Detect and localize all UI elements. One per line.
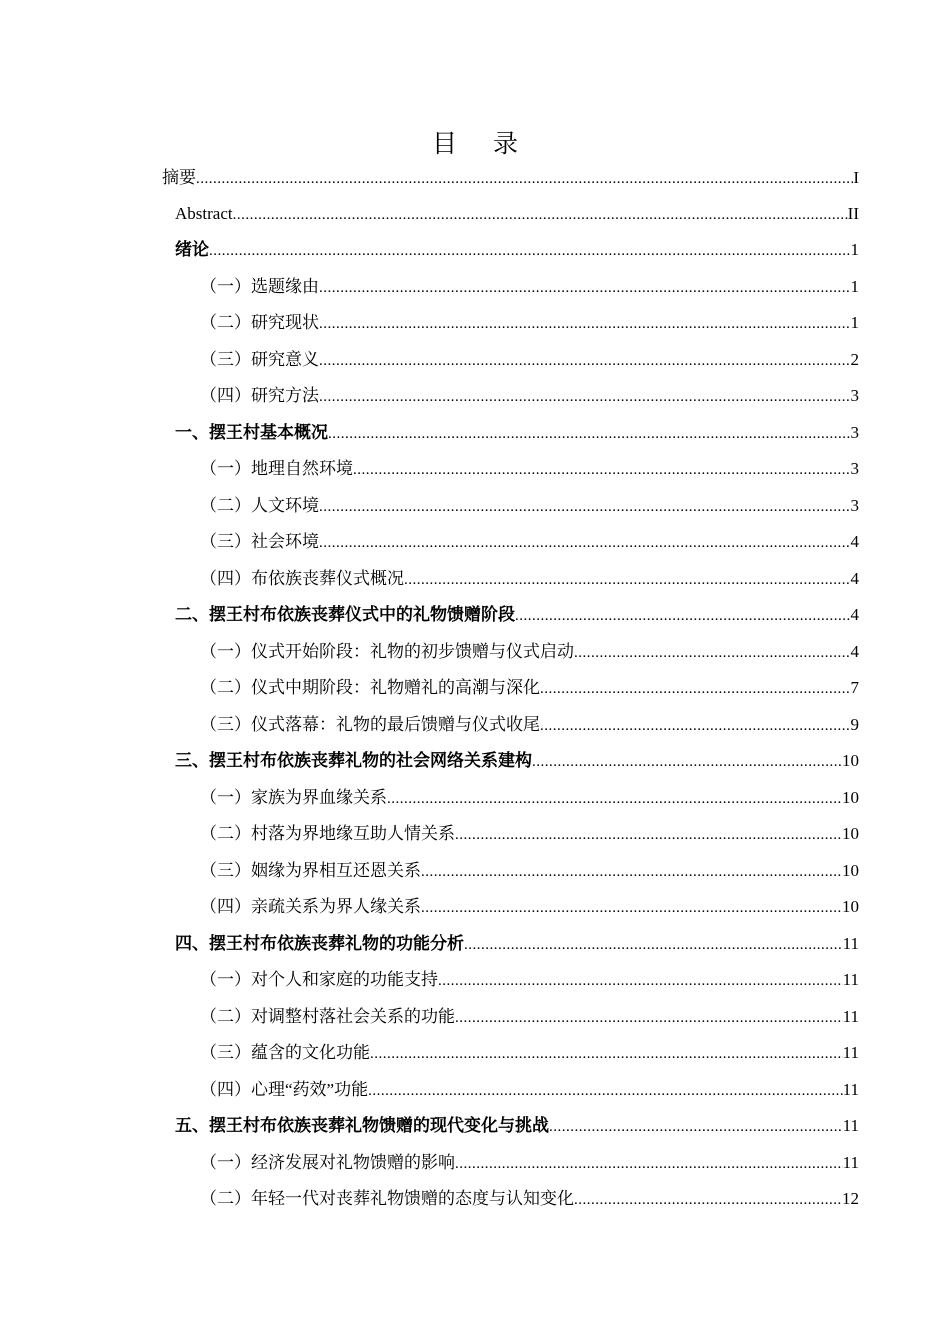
toc-entry[interactable] xyxy=(200,561,859,597)
toc-entry-label: 摘要 xyxy=(162,168,196,187)
toc-entry-label: 一、摆王村基本概况 xyxy=(175,423,328,442)
toc-page-number: 9 xyxy=(850,715,859,734)
toc-leader-dots xyxy=(532,744,842,780)
toc-entry[interactable] xyxy=(200,999,859,1035)
toc-leader-dots xyxy=(421,890,842,926)
toc-entry-label: （三）社会环境 xyxy=(200,532,319,551)
toc-leader-dots xyxy=(328,416,851,452)
toc-page-number: 3 xyxy=(850,423,859,442)
toc-page-number: 10 xyxy=(842,861,859,880)
toc-title: 目 录 xyxy=(432,129,532,158)
toc-page-number: 10 xyxy=(842,824,859,843)
toc-entry-label: （二）研究现状 xyxy=(200,313,319,332)
toc-page-number: 10 xyxy=(842,751,859,770)
toc-leader-dots xyxy=(319,489,851,525)
toc-page-number: 4 xyxy=(850,642,859,661)
toc-entry[interactable] xyxy=(200,524,859,560)
toc-leader-dots xyxy=(319,343,851,379)
toc-page-number: 10 xyxy=(842,788,859,807)
toc-entry-label: （一）选题缘由 xyxy=(200,277,319,296)
toc-entry[interactable] xyxy=(200,342,859,378)
toc-entry[interactable] xyxy=(200,853,859,889)
toc-leader-dots xyxy=(319,306,851,342)
toc-chapter-5[interactable] xyxy=(175,1108,859,1144)
toc-entry-label: （二）村落为界地缘互助人情关系 xyxy=(200,824,455,843)
toc-page-number: 11 xyxy=(842,1153,859,1172)
toc-page-number: 1 xyxy=(850,313,859,332)
toc-leader-dots xyxy=(319,525,851,561)
toc-page-number: 11 xyxy=(842,934,859,953)
toc-entry-label: （四）亲疏关系为界人缘关系 xyxy=(200,897,421,916)
toc-entry[interactable] xyxy=(200,1072,859,1108)
toc-page-number: II xyxy=(847,204,859,223)
toc-leader-dots xyxy=(574,635,851,671)
toc-leader-dots xyxy=(421,854,842,890)
toc-leader-dots xyxy=(455,817,842,853)
toc-entry[interactable] xyxy=(200,634,859,670)
toc-entry-label: 四、摆王村布依族丧葬礼物的功能分析 xyxy=(175,934,464,953)
toc-page-number: 11 xyxy=(842,1007,859,1026)
toc-chapter-4[interactable] xyxy=(175,926,859,962)
toc-entry-label: （一）仪式开始阶段：礼物的初步馈赠与仪式启动 xyxy=(200,642,574,661)
toc-page-number: 4 xyxy=(850,605,859,624)
toc-leader-dots xyxy=(209,233,851,269)
toc-entry[interactable] xyxy=(200,1035,859,1071)
toc-entry[interactable] xyxy=(200,269,859,305)
toc-entry-abstract-cn[interactable] xyxy=(162,160,859,196)
toc-entry[interactable] xyxy=(200,707,859,743)
toc-entry-label: （二）年轻一代对丧葬礼物馈赠的态度与认知变化 xyxy=(200,1189,574,1208)
toc-page-number: 2 xyxy=(850,350,859,369)
toc-entry-label: （三）仪式落幕：礼物的最后馈赠与仪式收尾 xyxy=(200,715,540,734)
toc-entry-label: 绪论 xyxy=(175,240,209,259)
toc-entry-label: 二、摆王村布依族丧葬仪式中的礼物馈赠阶段 xyxy=(175,605,515,624)
toc-entry-label: Abstract xyxy=(175,204,233,223)
toc-leader-dots xyxy=(196,161,853,197)
toc-entry-label: （四）布依族丧葬仪式概况 xyxy=(200,569,404,588)
toc-entry-label: （一）对个人和家庭的功能支持 xyxy=(200,970,438,989)
toc-leader-dots xyxy=(574,1182,842,1218)
toc-page-number: 11 xyxy=(842,970,859,989)
toc-entry-label: （一）地理自然环境 xyxy=(200,459,353,478)
toc-leader-dots xyxy=(404,562,851,598)
toc-entry-label: （四）研究方法 xyxy=(200,386,319,405)
toc-leader-dots xyxy=(319,270,851,306)
toc-entry[interactable] xyxy=(200,889,859,925)
toc-entry-label: （三）姻缘为界相互还恩关系 xyxy=(200,861,421,880)
toc-entry[interactable] xyxy=(200,670,859,706)
toc-entry-introduction[interactable] xyxy=(175,232,859,268)
toc-leader-dots xyxy=(515,598,851,634)
toc-page-number: 3 xyxy=(850,496,859,515)
toc-chapter-2[interactable] xyxy=(175,597,859,633)
toc-entry-label: （三）蕴含的文化功能 xyxy=(200,1043,370,1062)
toc-entry-label: （四）心理“药效”功能 xyxy=(200,1080,369,1099)
toc-entry-label: （一）家族为界血缘关系 xyxy=(200,788,387,807)
toc-entry-label: （二）对调整村落社会关系的功能 xyxy=(200,1007,455,1026)
toc-page-number: 11 xyxy=(842,1080,859,1099)
toc-leader-dots xyxy=(233,197,848,233)
toc-chapter-1[interactable] xyxy=(175,415,859,451)
toc-page-number: 4 xyxy=(850,569,859,588)
toc-page-number: 7 xyxy=(850,678,859,697)
toc-leader-dots xyxy=(368,1073,843,1109)
toc-entry-abstract-en[interactable] xyxy=(175,196,859,232)
toc-entry[interactable] xyxy=(200,1181,859,1217)
toc-leader-dots xyxy=(549,1109,843,1145)
toc-entry-label: （一）经济发展对礼物馈赠的影响 xyxy=(200,1153,455,1172)
toc-page-number: 10 xyxy=(842,897,859,916)
toc-leader-dots xyxy=(540,708,851,744)
toc-entry[interactable] xyxy=(200,780,859,816)
toc-chapter-3[interactable] xyxy=(175,743,859,779)
toc-page-number: I xyxy=(853,168,859,187)
toc-entry[interactable] xyxy=(200,1145,859,1181)
toc-page-number: 1 xyxy=(850,240,859,259)
toc-page-number: 3 xyxy=(850,386,859,405)
toc-page-number: 4 xyxy=(850,532,859,551)
toc-entry-label: （二）仪式中期阶段：礼物赠礼的高潮与深化 xyxy=(200,678,540,697)
toc-leader-dots xyxy=(455,1000,843,1036)
toc-entry[interactable] xyxy=(200,816,859,852)
toc-page-number: 3 xyxy=(850,459,859,478)
toc-leader-dots xyxy=(370,1036,843,1072)
toc-entry[interactable] xyxy=(200,378,859,414)
toc-entry[interactable] xyxy=(200,488,859,524)
toc-entry[interactable] xyxy=(200,962,859,998)
toc-entry[interactable] xyxy=(200,451,859,487)
toc-leader-dots xyxy=(319,379,851,415)
toc-entry-label: 三、摆王村布依族丧葬礼物的社会网络关系建构 xyxy=(175,751,532,770)
toc-page-number: 1 xyxy=(850,277,859,296)
toc-entry[interactable] xyxy=(200,305,859,341)
toc-page-number: 11 xyxy=(842,1043,859,1062)
toc-page-number: 11 xyxy=(842,1116,859,1135)
toc-leader-dots xyxy=(464,927,843,963)
toc-page-number: 12 xyxy=(842,1189,859,1208)
toc-leader-dots xyxy=(387,781,842,817)
toc-entry-label: （二）人文环境 xyxy=(200,496,319,515)
toc-entry-label: （三）研究意义 xyxy=(200,350,319,369)
toc-leader-dots xyxy=(540,671,851,707)
toc-leader-dots xyxy=(438,963,843,999)
toc-entry-label: 五、摆王村布依族丧葬礼物馈赠的现代变化与挑战 xyxy=(175,1116,549,1135)
toc-leader-dots xyxy=(455,1146,843,1182)
toc-leader-dots xyxy=(353,452,851,488)
